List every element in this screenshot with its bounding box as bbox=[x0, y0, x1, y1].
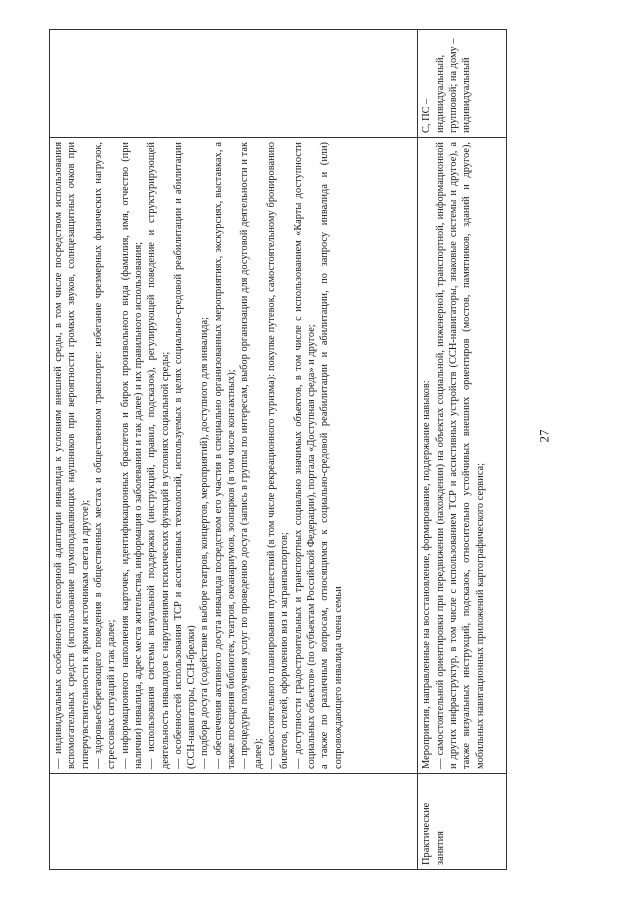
list-item: — здоровьесберегающего поведения в общественных местах и общественном транспорте: избегание чрезмерных физических нагрузок, стрессовых ситуаций и так далее; bbox=[92, 142, 118, 769]
content-cell bbox=[50, 138, 418, 774]
list-item: — особенностей использования ТСР и ассистивных технологий, используемых в целях социально-средовой реабилитации и абилитации (ССН-навигаторы, ССН-брелки) bbox=[172, 142, 198, 769]
page-number: 27 bbox=[536, 429, 552, 443]
list-item: — самостоятельной ориентировки при передвижении (нахождении) на объектах социальной, инженерной, транспортной, информационной и других инфраструктур, в том числе с использованием ТСР и ассистивных устройств (ССН-навигаторы, знаковые системы и другое), а также визуальных инструкций, подсказок, относительно устойчивых внешних ориентиров (мостов, памятников, зданий и другое), мобильных навигационных приложений картографического сервиса; bbox=[434, 142, 486, 769]
list-item: — использования системы визуальной поддержки (инструкций, правил, подсказок), регулирующей поведение и структурирующей деятельность инвалидов с нарушениями психических функций в условиях социальной среды; bbox=[146, 142, 171, 769]
list-item: Мероприятия, направленные на восстановление, формирование, поддержание навыков: bbox=[421, 380, 433, 769]
list-item: — доступности градостроительных и транспортных социально значимых объектов, в том числе с использованием «Карты доступности социальных объектов» (по субъектам Российской Федерации), портала «Доступная среда» и другое; bbox=[292, 142, 317, 769]
list-item: — информационного наполнения карточек, идентификационных браслетов и бирок произвольного вида (фамилия, имя, отчество (при наличии) инвалида, адрес места жительства, информация о заболевании и так далее) и их правильного использования; bbox=[119, 142, 144, 769]
program-table bbox=[49, 29, 507, 870]
type-cell: Практические занятия bbox=[418, 774, 507, 870]
list-item: — подбора досуга (содействие в выборе театров, концертов, мероприятий), доступного для инвалида; bbox=[199, 316, 211, 769]
table-row bbox=[50, 30, 418, 870]
form-cell bbox=[50, 30, 418, 138]
form-cell: С, ПС – индивидуальный, групповой; на дому – индивидуальный bbox=[418, 30, 507, 138]
type-cell bbox=[50, 774, 418, 870]
list-item: — обеспечения активного досуга инвалида посредством его участия в специально организованных мероприятиях, экскурсиях, выставках, а также посещения библиотек, театров, океанариумов, зоопарков (в том числе контактных); bbox=[212, 142, 238, 769]
list-item: а также по различным вопросам, относящимся к социально-средовой реабилитации и абилитации, по запросу инвалида и (или) сопровождающего инвалида члена семьи bbox=[319, 142, 344, 769]
list-item: — процедуры получения услуг по проведению досуга (запись в группы по интересам, выбор организации для досуговой деятельности и так далее); bbox=[239, 142, 264, 769]
content-cell bbox=[418, 138, 507, 774]
rotated-page-content bbox=[49, 30, 507, 870]
list-item: — индивидуальных особенностей сенсорной адаптации инвалида к условиям внешней среды, в том числе посредством использования вспомогательных средств (использование шумоподавляющих наушников при вероятности громких звуков, солнцезащитных очков при гиперчувствительности к ярким источникам света и другое); bbox=[53, 142, 91, 769]
list-item: — самостоятельного планирования путешествий (в том числе рекреационного туризма): покупке путевок, самостоятельному бронированию билетов, отелей, оформлению виз и загранпаспортов; bbox=[266, 142, 291, 769]
table-row bbox=[418, 30, 507, 870]
